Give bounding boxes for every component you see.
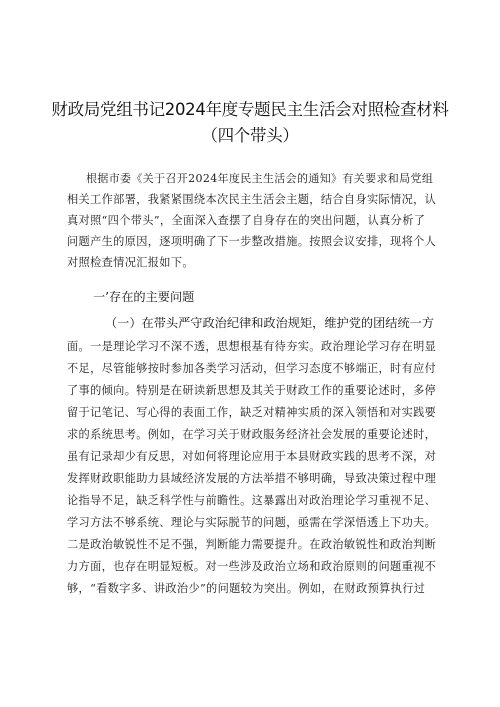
body-line-11: 力方面，也存在明显短板。对一些涉及政治立场和政治原则的问题重视不 — [67, 560, 437, 573]
subsection-heading: （一）在带头严守政治纪律和政治规矩，维护党的团结统一方 — [105, 316, 435, 330]
intro-line-1: 根据市委《关于召开2024年度民主生活会的通知》有关要求和局党组 — [86, 172, 434, 185]
body-line-6: 虽有记录却少有反思，对如何将理论应用于本县财政实践的思考不深，对 — [67, 450, 437, 463]
intro-line-5: 对照检查情况汇报如下。 — [67, 256, 194, 269]
body-line-1: 面。一是理论学习不深不透，思想根基有待夯实。政治理论学习存在明显 — [67, 340, 437, 353]
document-title-line-1: 财政局党组书记2024年度专题民主生活会对照检查材料 — [51, 100, 449, 119]
body-line-2: 不足，尽管能够按时参加各类学习活动，但学习态度不够端正，时有应付 — [67, 362, 437, 375]
body-line-10: 二是政治敏锐性不足不强，判断能力需要提升。在政治敏锐性和政治判断 — [67, 538, 437, 551]
body-line-7: 发挥财政职能助力县域经济发展的方法举措不够明确，导致决策过程中理 — [67, 472, 437, 485]
document-title-line-2: （四个带头） — [201, 126, 299, 145]
body-line-5: 求的系统思考。例如，在学习关于财政服务经济社会发展的重要论述时， — [67, 428, 437, 441]
intro-line-4: 问题产生的原因，逐项明确了下一步整改措施。按照会议安排，现将个人 — [67, 235, 437, 248]
body-line-8: 论指导不足，缺乏科学性与前瞻性。这暴露出对政治理论学习重视不足、 — [67, 494, 437, 507]
intro-line-2: 相关工作部署，我紧紧围绕本次民主生活会主题，结合自身实际情况，认 — [67, 193, 437, 206]
body-line-12: 够，“看数字多、讲政治少”的问题较为突出。例如，在财政预算执行过 — [67, 582, 426, 595]
body-line-4: 留于记笔记、写心得的表面工作，缺乏对精神实质的深入领悟和对实践要 — [67, 406, 437, 419]
body-line-9: 学习方法不够系统、理论与实际脱节的问题，亟需在学深悟透上下功夫。 — [67, 516, 437, 529]
intro-line-3: 真对照“四个带头”，全面深入查摆了自身存在的突出问题，认真分析了 — [67, 214, 426, 227]
body-line-3: 了事的倾向。特别是在研读新思想及其关于财政工作的重要论述时，多停 — [67, 384, 437, 397]
section-heading: 一’存在的主要问题 — [93, 290, 195, 304]
